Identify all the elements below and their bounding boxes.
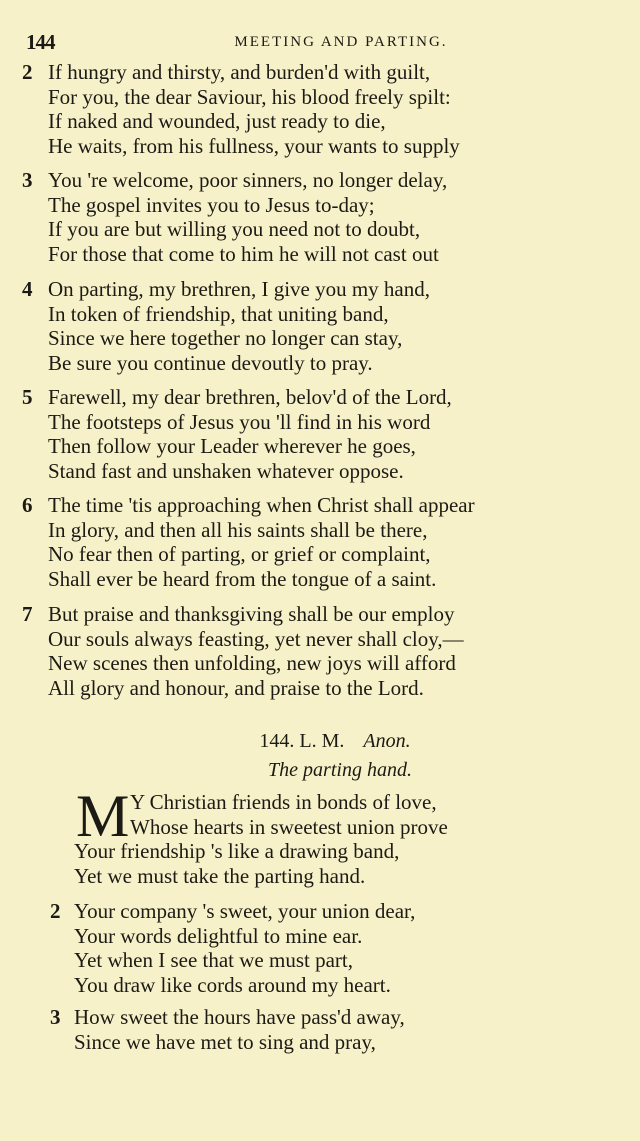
stanza-number: 2 xyxy=(50,899,61,923)
page-header xyxy=(26,30,616,56)
hymn-title: The parting hand. xyxy=(268,759,412,781)
verse-line: 3 You 're welcome, poor sinners, no longer delay, xyxy=(22,168,448,192)
verse-line: In glory, and then all his saints shall be there, xyxy=(48,517,428,542)
hymn-stanza-2 xyxy=(50,899,614,997)
hymn-stanza-3 xyxy=(50,1005,614,1054)
stanza-number: 2 xyxy=(22,60,33,84)
stanza-4 xyxy=(22,277,622,375)
stanza-number: 6 xyxy=(22,493,33,517)
verse-line: Your friendship 's like a drawing band, xyxy=(74,839,400,863)
verse-line: Stand fast and unshaken whatever oppose. xyxy=(48,458,404,483)
verse-line: If you are but willing you need not to doubt, xyxy=(48,217,421,241)
verse-line: Since we here together no longer can stay, xyxy=(48,326,403,350)
stanza-number: 7 xyxy=(22,602,33,626)
stanza-7 xyxy=(22,602,622,700)
stanza-number: 4 xyxy=(22,277,33,301)
stanza-number: 5 xyxy=(22,385,33,409)
verse-line: For you, the dear Saviour, his blood freely spilt: xyxy=(48,84,451,109)
verse-line: 2 If hungry and thirsty, and burden'd with guilt, xyxy=(22,60,431,84)
drop-cap: M xyxy=(76,783,128,849)
page-number: 144 xyxy=(26,30,55,54)
verse-line: In token of friendship, that uniting band, xyxy=(48,301,389,326)
stanza-6 xyxy=(22,493,622,591)
hymn-number: 144. xyxy=(259,730,295,752)
verse-line: 2 Your company 's sweet, your union dear, xyxy=(50,899,416,923)
verse-line: 4 On parting, my brethren, I give you my hand, xyxy=(22,277,430,301)
verse-line: He waits, from his fullness, your wants to supply xyxy=(48,133,460,158)
verse-line: Then follow your Leader wherever he goes, xyxy=(48,434,416,458)
running-title: MEETING AND PARTING. xyxy=(234,34,448,50)
stanza-5 xyxy=(22,385,622,483)
verse-line: Yet when I see that we must part, xyxy=(74,948,353,972)
verse-line: 6 The time 'tis approaching when Christ shall appear xyxy=(22,493,475,517)
stanza-number: 3 xyxy=(22,168,33,192)
verse-line: For those that come to him he will not cast out xyxy=(48,241,439,266)
verse-line: The footsteps of Jesus you 'll find in his word xyxy=(48,409,431,434)
hymn-stanza-1 xyxy=(74,783,614,888)
verse-line: Our souls always feasting, yet never shall cloy,— xyxy=(48,626,464,651)
stanza-2 xyxy=(22,60,622,158)
verse-line: Y Christian friends in bonds of love, xyxy=(130,790,437,814)
verse-line: If naked and wounded, just ready to die, xyxy=(48,109,386,133)
stanza-3 xyxy=(22,168,622,266)
verse-line: 7 But praise and thanksgiving shall be our employ xyxy=(22,602,455,626)
verse-line: Shall ever be heard from the tongue of a saint. xyxy=(48,566,437,591)
verse-line: Your words delightful to mine ear. xyxy=(74,923,363,948)
verse-line: All glory and honour, and praise to the Lord. xyxy=(48,675,424,700)
verse-line: Whose hearts in sweetest union prove xyxy=(130,814,448,839)
verse-line: New scenes then unfolding, new joys will afford xyxy=(48,651,456,675)
hymn-meter: L. M. xyxy=(299,730,345,752)
verse-line: No fear then of parting, or grief or complaint, xyxy=(48,542,431,566)
verse-line: Be sure you continue devoutly to pray. xyxy=(48,350,373,375)
verse-line: Yet we must take the parting hand. xyxy=(74,863,366,888)
verse-line: You draw like cords around my heart. xyxy=(74,972,391,997)
verse-line: The gospel invites you to Jesus to-day; xyxy=(48,192,375,217)
hymn-author: Anon. xyxy=(363,730,411,752)
verse-line: 5 Farewell, my dear brethren, belov'd of the Lord, xyxy=(22,385,452,409)
verse-line: Since we have met to sing and pray, xyxy=(74,1029,376,1054)
verse-line: 3 How sweet the hours have pass'd away, xyxy=(50,1005,405,1029)
stanza-number: 3 xyxy=(50,1005,61,1029)
hymn-heading xyxy=(0,730,640,753)
